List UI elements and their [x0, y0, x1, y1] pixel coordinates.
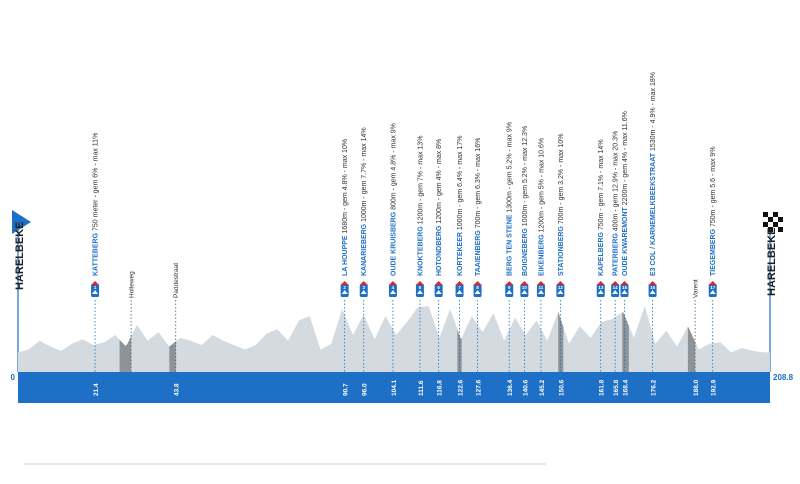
- climb-badge-flag: [649, 281, 657, 285]
- climb-label: [650, 72, 657, 276]
- climb-number: 12: [557, 285, 563, 290]
- climb-detail: 750 meter - gem 6% - max 11%: [92, 132, 100, 233]
- climb-km-label: 150.6: [558, 379, 566, 396]
- climb-name: STATIONBERG: [557, 226, 565, 276]
- climb-badge-flag: [474, 281, 482, 285]
- climb-km-label: 90.7: [342, 383, 350, 396]
- climb-label: [390, 123, 397, 276]
- climb-name: BERG TEN STENE: [506, 214, 514, 276]
- climb-detail: 1680m - gem 4.8% - max 10%: [342, 138, 350, 236]
- climb-label: [93, 133, 100, 276]
- climb-badge-flag: [360, 281, 368, 285]
- climb-marker: [474, 138, 483, 297]
- finish-location-label: HARELBEKE: [766, 227, 778, 296]
- climb-detail: 1200m - gem 7% - max 13%: [417, 135, 425, 227]
- climb-detail: 1000m - gem 5.2% - max 12.3%: [521, 125, 529, 229]
- sector-km-label: 43.8: [173, 383, 181, 396]
- climb-marker: [556, 134, 565, 298]
- profile-grey-patch: [622, 312, 629, 372]
- profile-grey-patch: [120, 336, 132, 372]
- climb-badge-flag: [620, 281, 628, 285]
- climb-name: OUDE KWAREMONT: [621, 207, 629, 276]
- sector-name: Varent: [692, 279, 700, 298]
- climb-name: KATTEBERG: [92, 232, 100, 276]
- climb-km-label: 161.8: [598, 379, 606, 396]
- climb-marker: [597, 139, 606, 297]
- climb-number: 2: [343, 285, 346, 290]
- profile-grey-patch: [558, 312, 563, 372]
- climb-label: [622, 111, 629, 276]
- checker-square: [778, 212, 783, 217]
- climb-marker: [620, 111, 629, 297]
- climb-detail: 1200m - gem 5% - max 10.6%: [538, 137, 546, 235]
- climb-number: 8: [476, 285, 479, 290]
- climb-name: KNOKTEBERG: [417, 226, 425, 276]
- climb-km-label: 176.2: [650, 379, 658, 396]
- climb-badge-flag: [435, 281, 443, 285]
- checker-square: [768, 217, 773, 222]
- climb-marker: [520, 126, 529, 297]
- checker-square: [778, 227, 783, 232]
- climb-number: 15: [621, 285, 628, 290]
- climb-km-label: 111.6: [417, 380, 425, 396]
- climb-km-label: 21.4: [93, 383, 101, 396]
- climb-detail: 750m - gem 7.1% - max 14%: [598, 139, 606, 233]
- climb-detail: 400m - gem 12.9% - max 20.3%: [612, 130, 620, 234]
- climb-marker: [435, 139, 444, 297]
- climb-label: [361, 127, 368, 276]
- checker-square: [763, 212, 768, 217]
- climb-marker: [341, 139, 350, 297]
- climb-marker: [709, 146, 718, 297]
- climb-km-label: 168.4: [622, 379, 630, 396]
- climb-marker: [360, 127, 369, 297]
- climb-number: 16: [650, 285, 656, 290]
- checker-square: [763, 217, 768, 222]
- climb-label: [436, 139, 443, 276]
- climb-marker: [537, 138, 546, 297]
- profile-grey-patch: [169, 341, 175, 372]
- climb-km-label: 122.6: [457, 379, 465, 396]
- finish-km-label: 208.8: [773, 373, 794, 382]
- climb-number: 11: [538, 285, 544, 290]
- checker-square: [773, 212, 778, 217]
- climb-detail: 1530m - 4.9% - max 18%: [650, 72, 658, 153]
- start-block: [12, 210, 31, 372]
- climb-marker: [649, 72, 658, 297]
- climb-km-label: 145.2: [538, 379, 546, 396]
- climb-marker: [456, 136, 465, 297]
- climb-km-label: 136.4: [507, 379, 515, 396]
- climb-number: 13: [598, 285, 604, 290]
- climb-badge-flag: [611, 281, 619, 285]
- climb-detail: 700m - gem 3.2% - max 10%: [557, 133, 565, 227]
- climb-detail: 1000m - gem 7.7% - max 14%: [361, 127, 369, 224]
- climb-label: [613, 131, 620, 276]
- climb-km-label: 165.8: [613, 379, 621, 396]
- climb-label: [475, 138, 482, 276]
- climb-name: OUDE KRUISBERG: [390, 211, 398, 276]
- climb-km-label: 96.0: [361, 383, 369, 396]
- climb-detail: 2200m - gem 4% - max 11.6%: [621, 111, 629, 208]
- climb-label: [522, 126, 529, 276]
- climb-name: KORTEKEER: [457, 232, 465, 276]
- climb-badge-flag: [456, 281, 464, 285]
- climb-badge-flag: [91, 281, 99, 285]
- climb-label: [538, 138, 545, 276]
- climb-badge-flag: [597, 281, 605, 285]
- climb-badge-flag: [416, 281, 424, 285]
- climb-name: KANARIEBERG: [361, 223, 369, 276]
- climb-name: BOIGNEBERG: [521, 228, 529, 276]
- climb-marker: [389, 123, 398, 297]
- climb-marker: [416, 136, 425, 297]
- climb-km-label: 192.9: [710, 379, 718, 396]
- climb-marker: [611, 131, 620, 297]
- checker-square: [778, 217, 783, 222]
- climb-number: 9: [507, 285, 511, 290]
- checker-square: [773, 222, 778, 227]
- climb-name: TIEGEMBERG: [710, 228, 718, 276]
- climb-badge-flag: [505, 281, 513, 285]
- climb-marker: [91, 133, 100, 297]
- climb-detail: 1200m - gem 4% - max 8%: [436, 138, 444, 226]
- checker-square: [773, 217, 778, 222]
- climb-label: [558, 134, 565, 277]
- checker-square: [768, 212, 773, 217]
- climb-badge-flag: [556, 281, 564, 285]
- climb-name: EIKENBERG: [538, 234, 546, 276]
- climb-number: 5: [418, 285, 422, 290]
- climb-number: 17: [710, 285, 716, 290]
- climb-name: HOTONDBERG: [436, 225, 444, 276]
- climb-name: E3 COL / KARNEMELKBEEKSTRAAT: [650, 152, 658, 276]
- checker-square: [763, 222, 768, 227]
- climb-number: 10: [521, 285, 527, 290]
- climb-name: KAPELBERG: [598, 232, 606, 276]
- sector-name: Holleweg: [128, 271, 136, 298]
- climb-km-label: 127.6: [475, 379, 483, 396]
- climb-detail: 1300m - gem 5.2% - max 9%: [506, 121, 514, 215]
- finish-block: [763, 212, 783, 372]
- climb-label: [342, 139, 349, 276]
- sector-name: Paddestraat: [173, 262, 181, 298]
- climb-number: 1: [93, 285, 97, 290]
- climb-number: 7: [458, 285, 461, 290]
- climb-detail: 700m - gem 6.3% - max 16%: [475, 137, 483, 231]
- climb-label: [507, 122, 514, 276]
- climb-label: [710, 146, 717, 276]
- checker-square: [768, 222, 773, 227]
- climb-name: LA HOUPPE: [342, 235, 350, 276]
- climb-label: [417, 136, 424, 276]
- climb-number: 4: [391, 285, 395, 290]
- climb-label: [457, 136, 464, 276]
- climb-badge-flag: [709, 281, 717, 285]
- climb-label: [598, 139, 605, 276]
- climb-number: 6: [437, 285, 440, 290]
- start-location-label: HARELBEKE: [14, 221, 26, 290]
- start-km-label: 0: [10, 373, 15, 382]
- climb-km-label: 104.1: [390, 379, 398, 396]
- climb-km-label: 116.8: [436, 380, 444, 396]
- climb-detail: 800m - gem 4.8% - max 9%: [390, 123, 398, 212]
- climb-number: 3: [362, 285, 366, 290]
- climb-detail: 1000m - gem 6.4% - max 17%: [457, 135, 465, 233]
- climb-name: TAAIENBERG: [475, 230, 483, 276]
- climb-number: 14: [612, 285, 618, 290]
- checker-square: [778, 222, 783, 227]
- climb-name: PATERBERG: [612, 233, 620, 276]
- climb-detail: 750m - gem 5.6 - max 9%: [710, 146, 718, 229]
- climb-badge-flag: [537, 281, 545, 285]
- climb-badge-flag: [341, 281, 349, 285]
- climb-km-label: 140.6: [522, 379, 530, 396]
- profile-grey-patch: [688, 326, 695, 372]
- climb-marker: [505, 122, 513, 297]
- sector-km-label: 188.0: [693, 379, 701, 396]
- climb-badge-flag: [520, 281, 528, 285]
- climb-badge-flag: [389, 281, 397, 285]
